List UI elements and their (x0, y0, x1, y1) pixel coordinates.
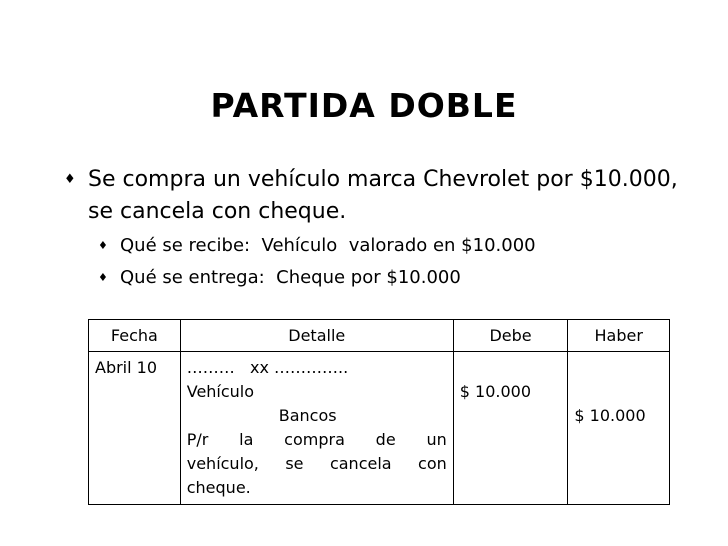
sub-bullet-item-recibe (98, 230, 702, 262)
detalle-line-1: ……… xx ………….. (186, 358, 349, 377)
header-haber: Haber (568, 320, 670, 352)
cell-fecha: Abril 10 (89, 352, 181, 505)
journal-table (88, 319, 670, 505)
debe-value: $ 10.000 (459, 382, 531, 401)
sub-bullet-item-entrega (98, 262, 702, 294)
detalle-line-6: cheque. (186, 478, 251, 497)
detalle-line-5: vehículo, se cancela con (186, 454, 447, 473)
diamond-bullet-icon: ♦ (64, 172, 76, 187)
bullet-item-main (62, 164, 702, 228)
cell-debe (453, 352, 568, 505)
diamond-bullet-icon: ♦ (98, 271, 108, 284)
header-detalle: Detalle (180, 320, 453, 352)
cell-haber (568, 352, 670, 505)
table-row (89, 352, 670, 505)
haber-value: $ 10.000 (574, 406, 646, 425)
detalle-line-2: Vehículo (186, 382, 255, 401)
cell-detalle (180, 352, 453, 505)
bullet-list (62, 164, 702, 294)
sub-bullet-text-recibe: Qué se recibe: Vehículo valorado en $10.000 (120, 235, 536, 256)
table-header-row (89, 320, 670, 352)
slide-title: PARTIDA DOBLE (210, 86, 518, 125)
sub-bullet-text-entrega: Qué se entrega: Cheque por $10.000 (120, 267, 461, 288)
header-debe: Debe (453, 320, 568, 352)
detalle-line-3: Bancos (278, 406, 337, 425)
detalle-line-4: P/r la compra de un (186, 430, 447, 449)
header-fecha: Fecha (89, 320, 181, 352)
diamond-bullet-icon: ♦ (98, 239, 108, 252)
bullet-text-main: Se compra un vehículo marca Chevrolet por $10.000, se cancela con cheque. (88, 167, 678, 224)
